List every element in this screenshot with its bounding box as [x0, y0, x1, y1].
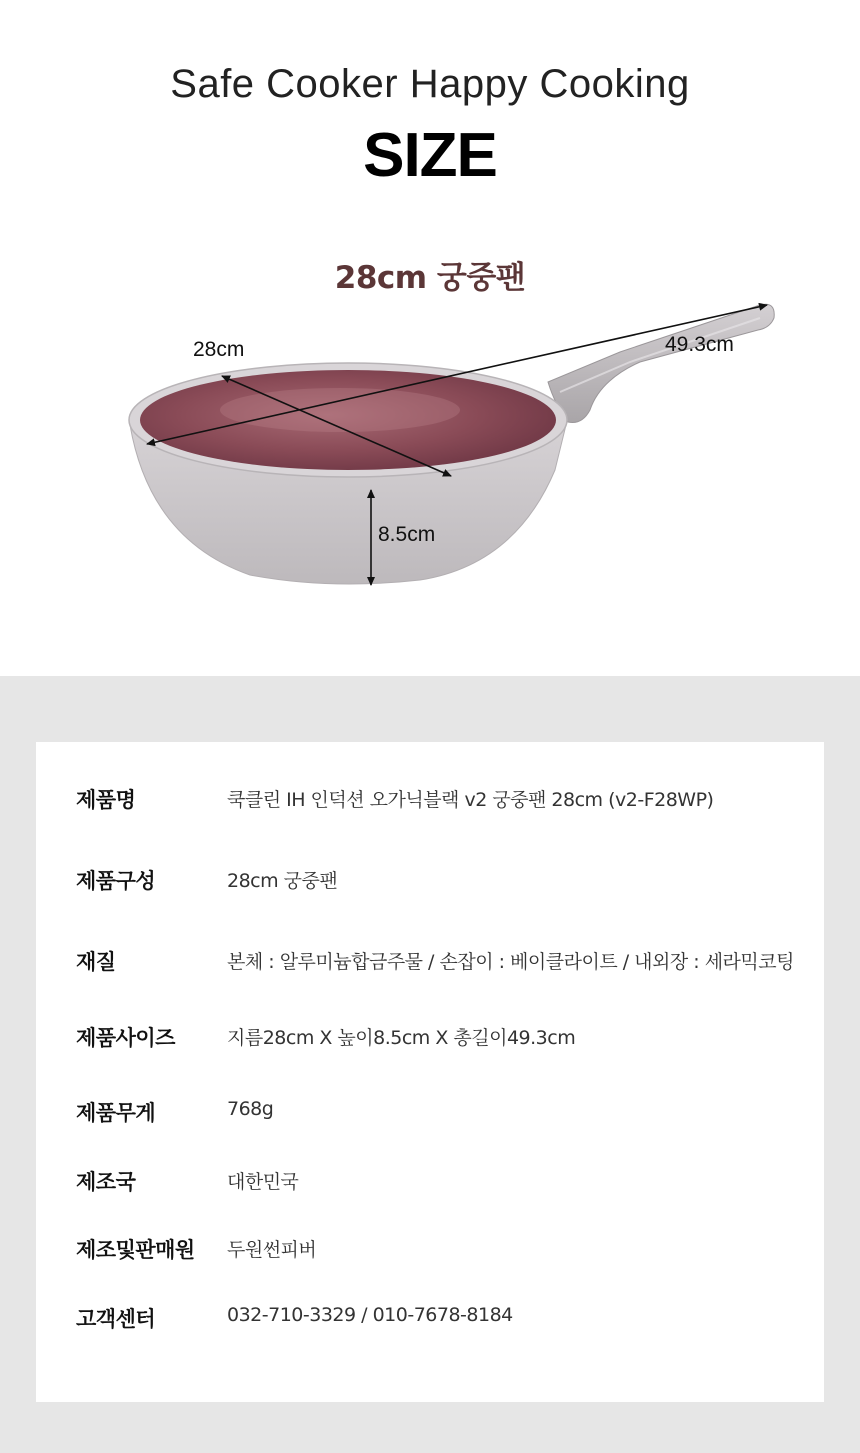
spec-row-composition: [36, 865, 824, 905]
spec-value: 032-710-3329 / 010-7678-8184: [227, 1304, 513, 1326]
spec-row-manufacturer: [36, 1234, 824, 1274]
spec-row-customer-center: [36, 1303, 824, 1343]
spec-value: 28cm 궁중팬: [227, 870, 338, 892]
brand-slogan: Safe Cooker Happy Cooking: [170, 62, 690, 106]
spec-row-country: [36, 1166, 824, 1206]
spec-label: 제조국: [76, 1170, 136, 1194]
pan-body: [129, 363, 567, 584]
diameter-label: 28cm: [193, 338, 245, 361]
spec-label: 제품구성: [76, 869, 156, 893]
spec-section: [0, 676, 860, 1453]
product-heading: 28cm 궁중팬: [334, 260, 526, 296]
spec-label: 고객센터: [76, 1307, 156, 1331]
height-label: 8.5cm: [378, 523, 436, 546]
spec-label: 제품무게: [76, 1101, 156, 1125]
spec-value: 본체 : 알루미늄합금주물 / 손잡이 : 베이클라이트 / 내외장 : 세라믹코팅: [227, 951, 794, 973]
spec-row-weight: [36, 1097, 824, 1137]
pan-handle: [548, 304, 774, 422]
spec-label: 재질: [76, 950, 116, 974]
spec-value: 768g: [227, 1098, 274, 1120]
spec-value: 두원썬피버: [227, 1239, 317, 1261]
spec-label: 제조및판매원: [76, 1238, 195, 1262]
spec-value: 대한민국: [227, 1171, 299, 1193]
spec-label: 제품사이즈: [76, 1026, 175, 1050]
size-section: [0, 0, 860, 676]
spec-table: [36, 742, 824, 1402]
spec-value: 쿡클린 IH 인덕션 오가닉블랙 v2 궁중팬 28cm (v2-F28WP): [227, 789, 714, 811]
spec-row-product-name: [36, 784, 824, 824]
spec-value: 지름28cm X 높이8.5cm X 총길이49.3cm: [227, 1027, 576, 1049]
page-title: SIZE: [363, 121, 497, 190]
spec-row-size: [36, 1022, 824, 1062]
spec-label: 제품명: [76, 788, 136, 812]
spec-row-material: [36, 946, 824, 986]
length-label: 49.3cm: [665, 333, 734, 356]
